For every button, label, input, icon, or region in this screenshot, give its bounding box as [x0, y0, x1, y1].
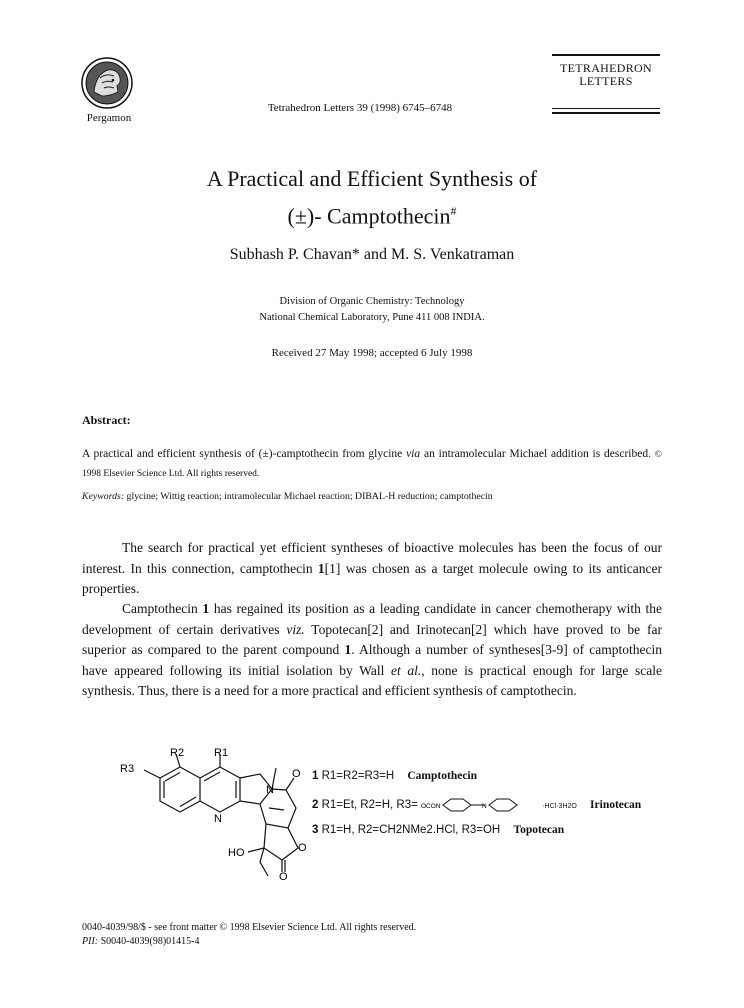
- journal-masthead: [552, 54, 660, 114]
- p2-text-a: Camptothecin: [122, 601, 203, 616]
- received-dates: Received 27 May 1998; accepted 6 July 1998: [271, 347, 473, 359]
- journal-name-line2: LETTERS: [579, 74, 633, 88]
- p2-text-c: Topotecan[2] and Irinotecan[2] which have proved to be far superior as compared to the parent compound: [82, 621, 662, 657]
- p2-et-al: et al.: [390, 662, 422, 678]
- p1-text-b: [1] was chosen as a target molecule owing to its anticancer properties.: [82, 560, 663, 596]
- keywords: [82, 491, 662, 502]
- authors: Subhash P. Chavan* and M. S. Venkatraman: [229, 246, 515, 263]
- masthead-rule-top: [552, 54, 660, 56]
- title-footnote-mark: #: [450, 204, 457, 218]
- footer-copyright: 0040-4039/98/$ - see front matter © 1998 Elsevier Science Ltd. All rights reserved.: [82, 922, 417, 933]
- publisher-logo: [80, 56, 134, 110]
- abstract-text: [82, 445, 662, 483]
- camptothecin-structure: [118, 748, 314, 880]
- legend-salt: ·HCl·3H2O: [542, 803, 577, 811]
- legend-number: 1: [312, 770, 319, 782]
- body-paragraph-1: [82, 538, 662, 600]
- label-o-lactone-carbonyl: O: [279, 871, 288, 880]
- legend-row: [312, 770, 641, 797]
- label-r1: R1: [214, 748, 229, 759]
- p2-compound: 1: [202, 601, 210, 616]
- legend-formula: R1=R2=R3=H: [321, 770, 395, 782]
- label-r2: R2: [170, 748, 185, 759]
- label-r3: R3: [120, 763, 135, 775]
- footer: [82, 921, 416, 949]
- pii-label: PII:: [82, 936, 99, 947]
- side-chain-ocon: OCON: [421, 803, 441, 810]
- legend-drug-name: Topotecan: [513, 824, 565, 836]
- pii-value: S0040-4039(98)01415-4: [98, 936, 200, 947]
- p2-viz: viz.: [286, 621, 305, 637]
- abstract-heading: Abstract:: [82, 413, 131, 427]
- title-line2: [100, 195, 644, 232]
- article-title: [100, 162, 644, 232]
- keywords-label: Keywords:: [82, 491, 125, 502]
- label-o-carbonyl: O: [292, 768, 301, 780]
- legend-formula: R1=Et, R2=H, R3=: [321, 799, 418, 812]
- p2-text-b: has regained its position as a leading candidate in cancer chemotherapy with the development of certain derivatives: [82, 601, 662, 637]
- side-chain-n: N: [482, 803, 487, 810]
- p1-text-a: The search for practical yet efficient syntheses of bioactive molecules has been the focus of our interest. In this connection, camptothecin: [82, 540, 662, 576]
- affiliation-line1: Division of Organic Chemistry: Technology: [279, 296, 465, 307]
- legend-formula: R1=H, R2=CH2NMe2.HCl, R3=OH: [321, 824, 501, 836]
- affiliation: [100, 294, 644, 326]
- keywords-list: glycine; Wittig reaction; intramolecular Michael reaction; DIBAL-H reduction; camptothecin: [124, 491, 493, 502]
- affiliation-line2: National Chemical Laboratory, Pune 411 008 INDIA.: [259, 312, 485, 323]
- legend-drug-name: Camptothecin: [407, 770, 478, 782]
- masthead-rule-bottom-thin: [552, 108, 660, 109]
- legend-number: 2: [312, 799, 319, 812]
- body-paragraph-2: [82, 599, 662, 702]
- abstract-text-b: an intramolecular Michael addition is described.: [420, 448, 655, 460]
- abstract-via: via: [406, 448, 421, 460]
- publisher-name: Pergamon: [86, 112, 132, 124]
- abstract-text-a: A practical and efficient synthesis of (±)-camptothecin from glycine: [82, 448, 407, 460]
- legend-number: 3: [312, 824, 319, 836]
- legend-row: [312, 824, 641, 851]
- p1-compound: 1: [317, 560, 325, 576]
- title-line2-text: (±)- Camptothecin: [287, 203, 451, 229]
- legend-drug-name: Irinotecan: [590, 799, 642, 812]
- legend-row: [312, 797, 641, 824]
- irinotecan-side-chain: [421, 797, 539, 813]
- journal-citation: Tetrahedron Letters 39 (1998) 6745–6748: [267, 102, 453, 114]
- journal-name-line1: TETRAHEDRON: [560, 61, 652, 75]
- label-hydroxyl: HO: [228, 847, 245, 859]
- title-line1: A Practical and Efficient Synthesis of: [206, 166, 538, 191]
- label-n-ring: N: [214, 813, 222, 825]
- label-o-lactone: O: [298, 842, 307, 854]
- abstract-copyright: © 1998 Elsevier Science Ltd. All rights reserved.: [82, 450, 663, 479]
- footer-pii: [82, 935, 416, 949]
- label-n-amide: N: [266, 784, 274, 796]
- compound-legend: [312, 770, 641, 851]
- p2-text-e: , none is practical enough for large scale synthesis. Thus, there is a need for a more practical and efficient synthesis of camptothecin.: [82, 662, 662, 698]
- masthead-rule-bottom: [552, 112, 660, 114]
- p2-compound-2: 1: [344, 642, 352, 657]
- p2-text-d: . Although a number of syntheses[3-9] of camptothecin have appeared following its initial isolation by Wall: [82, 642, 663, 678]
